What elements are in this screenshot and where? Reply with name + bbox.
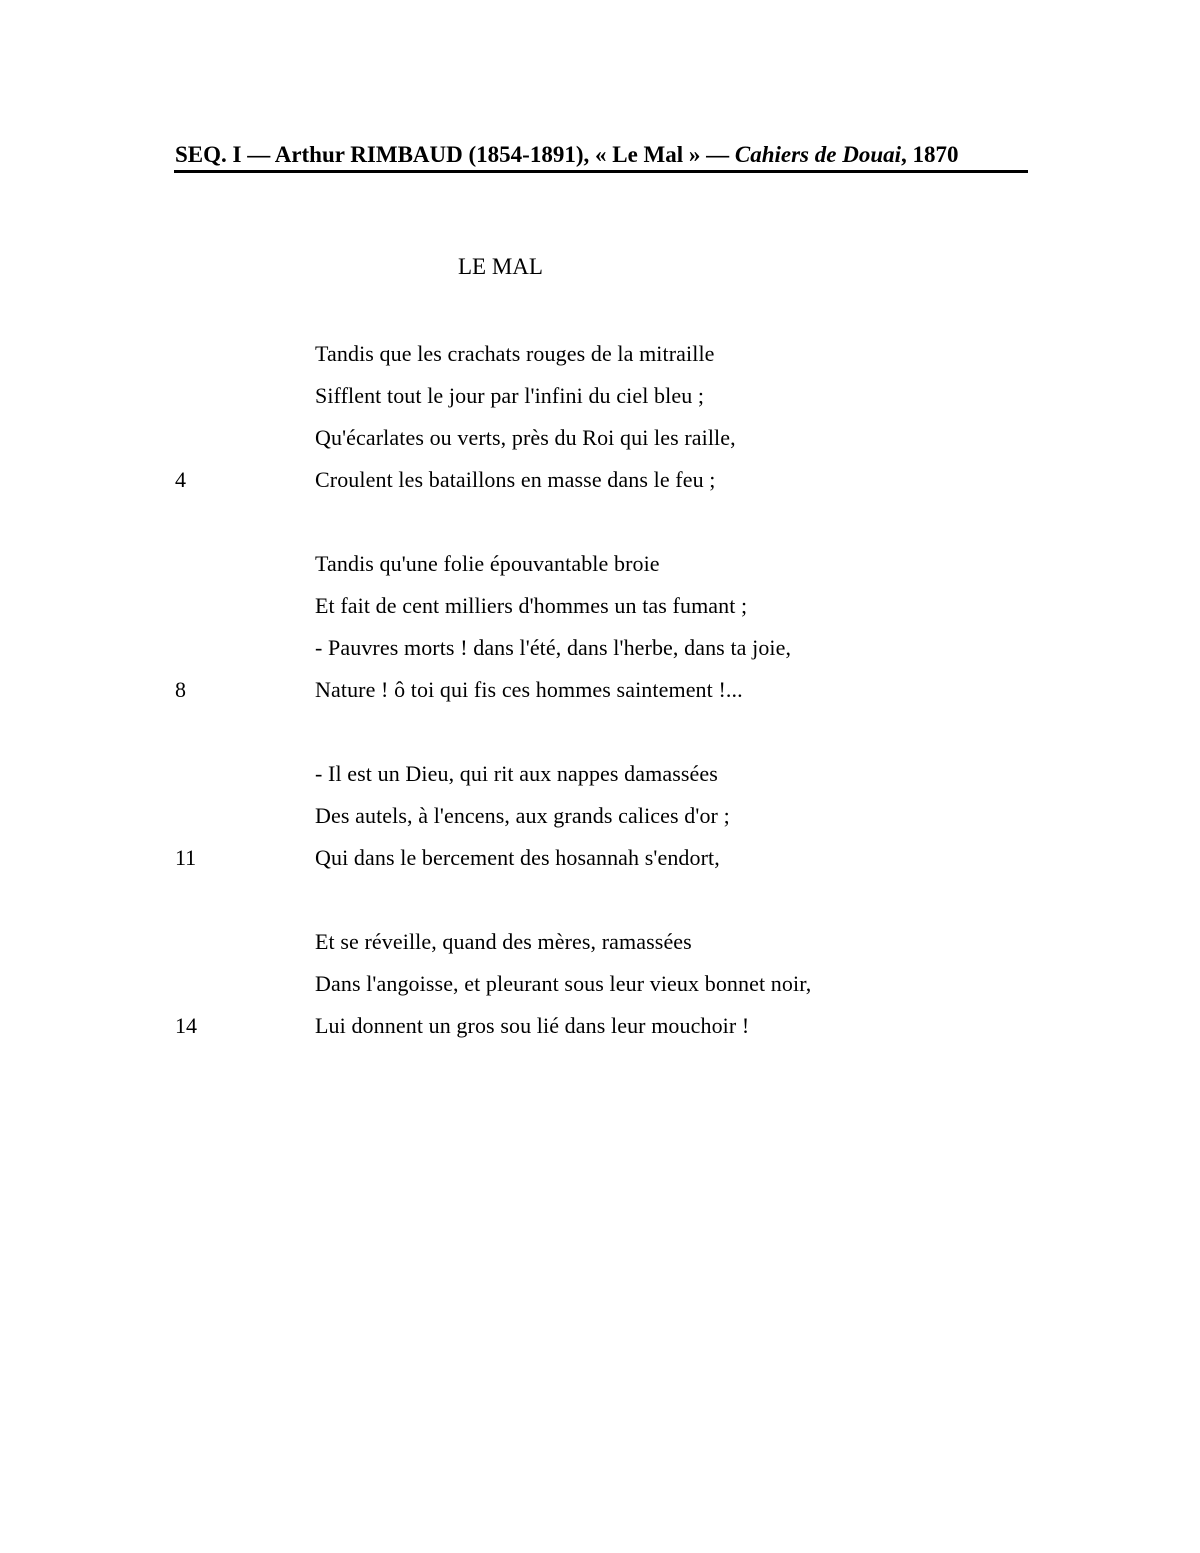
poem-line-14: Lui donnent un gros sou lié dans leur mouchoir !	[315, 1013, 750, 1038]
line-number-11: 11	[175, 845, 197, 870]
header-prefix: SEQ. I — Arthur RIMBAUD (1854-1891), « Le Mal » —	[175, 142, 735, 167]
poem-line-3: Qu'écarlates ou verts, près du Roi qui les raille,	[315, 425, 736, 450]
poem-line-13: Dans l'angoisse, et pleurant sous leur vieux bonnet noir,	[315, 971, 812, 996]
poem-line-2: Sifflent tout le jour par l'infini du ciel bleu ;	[315, 383, 705, 408]
line-number-4: 4	[175, 467, 186, 492]
line-number-8: 8	[175, 677, 186, 702]
poem-line-11: Qui dans le bercement des hosannah s'endort,	[315, 845, 720, 870]
header-suffix: , 1870	[901, 142, 959, 167]
poem-line-4: Croulent les bataillons en masse dans le feu ;	[315, 467, 716, 492]
line-number-14: 14	[175, 1013, 197, 1038]
poem-line-6: Et fait de cent milliers d'hommes un tas fumant ;	[315, 593, 748, 618]
poem-line-8: Nature ! ô toi qui fis ces hommes saintement !...	[315, 677, 743, 702]
poem-line-10: Des autels, à l'encens, aux grands calices d'or ;	[315, 803, 730, 828]
header-rule	[174, 170, 1028, 173]
header-work-title: Cahiers de Douai	[734, 142, 902, 167]
poem-line-12: Et se réveille, quand des mères, ramassées	[315, 929, 692, 954]
document-header	[175, 140, 1027, 170]
poem-title: LE MAL	[458, 254, 543, 279]
poem-line-5: Tandis qu'une folie épouvantable broie	[315, 551, 660, 576]
poem-line-9: - Il est un Dieu, qui rit aux nappes damassées	[315, 761, 718, 786]
poem-line-1: Tandis que les crachats rouges de la mitraille	[315, 341, 715, 366]
poem-line-7: - Pauvres morts ! dans l'été, dans l'herbe, dans ta joie,	[315, 635, 792, 660]
